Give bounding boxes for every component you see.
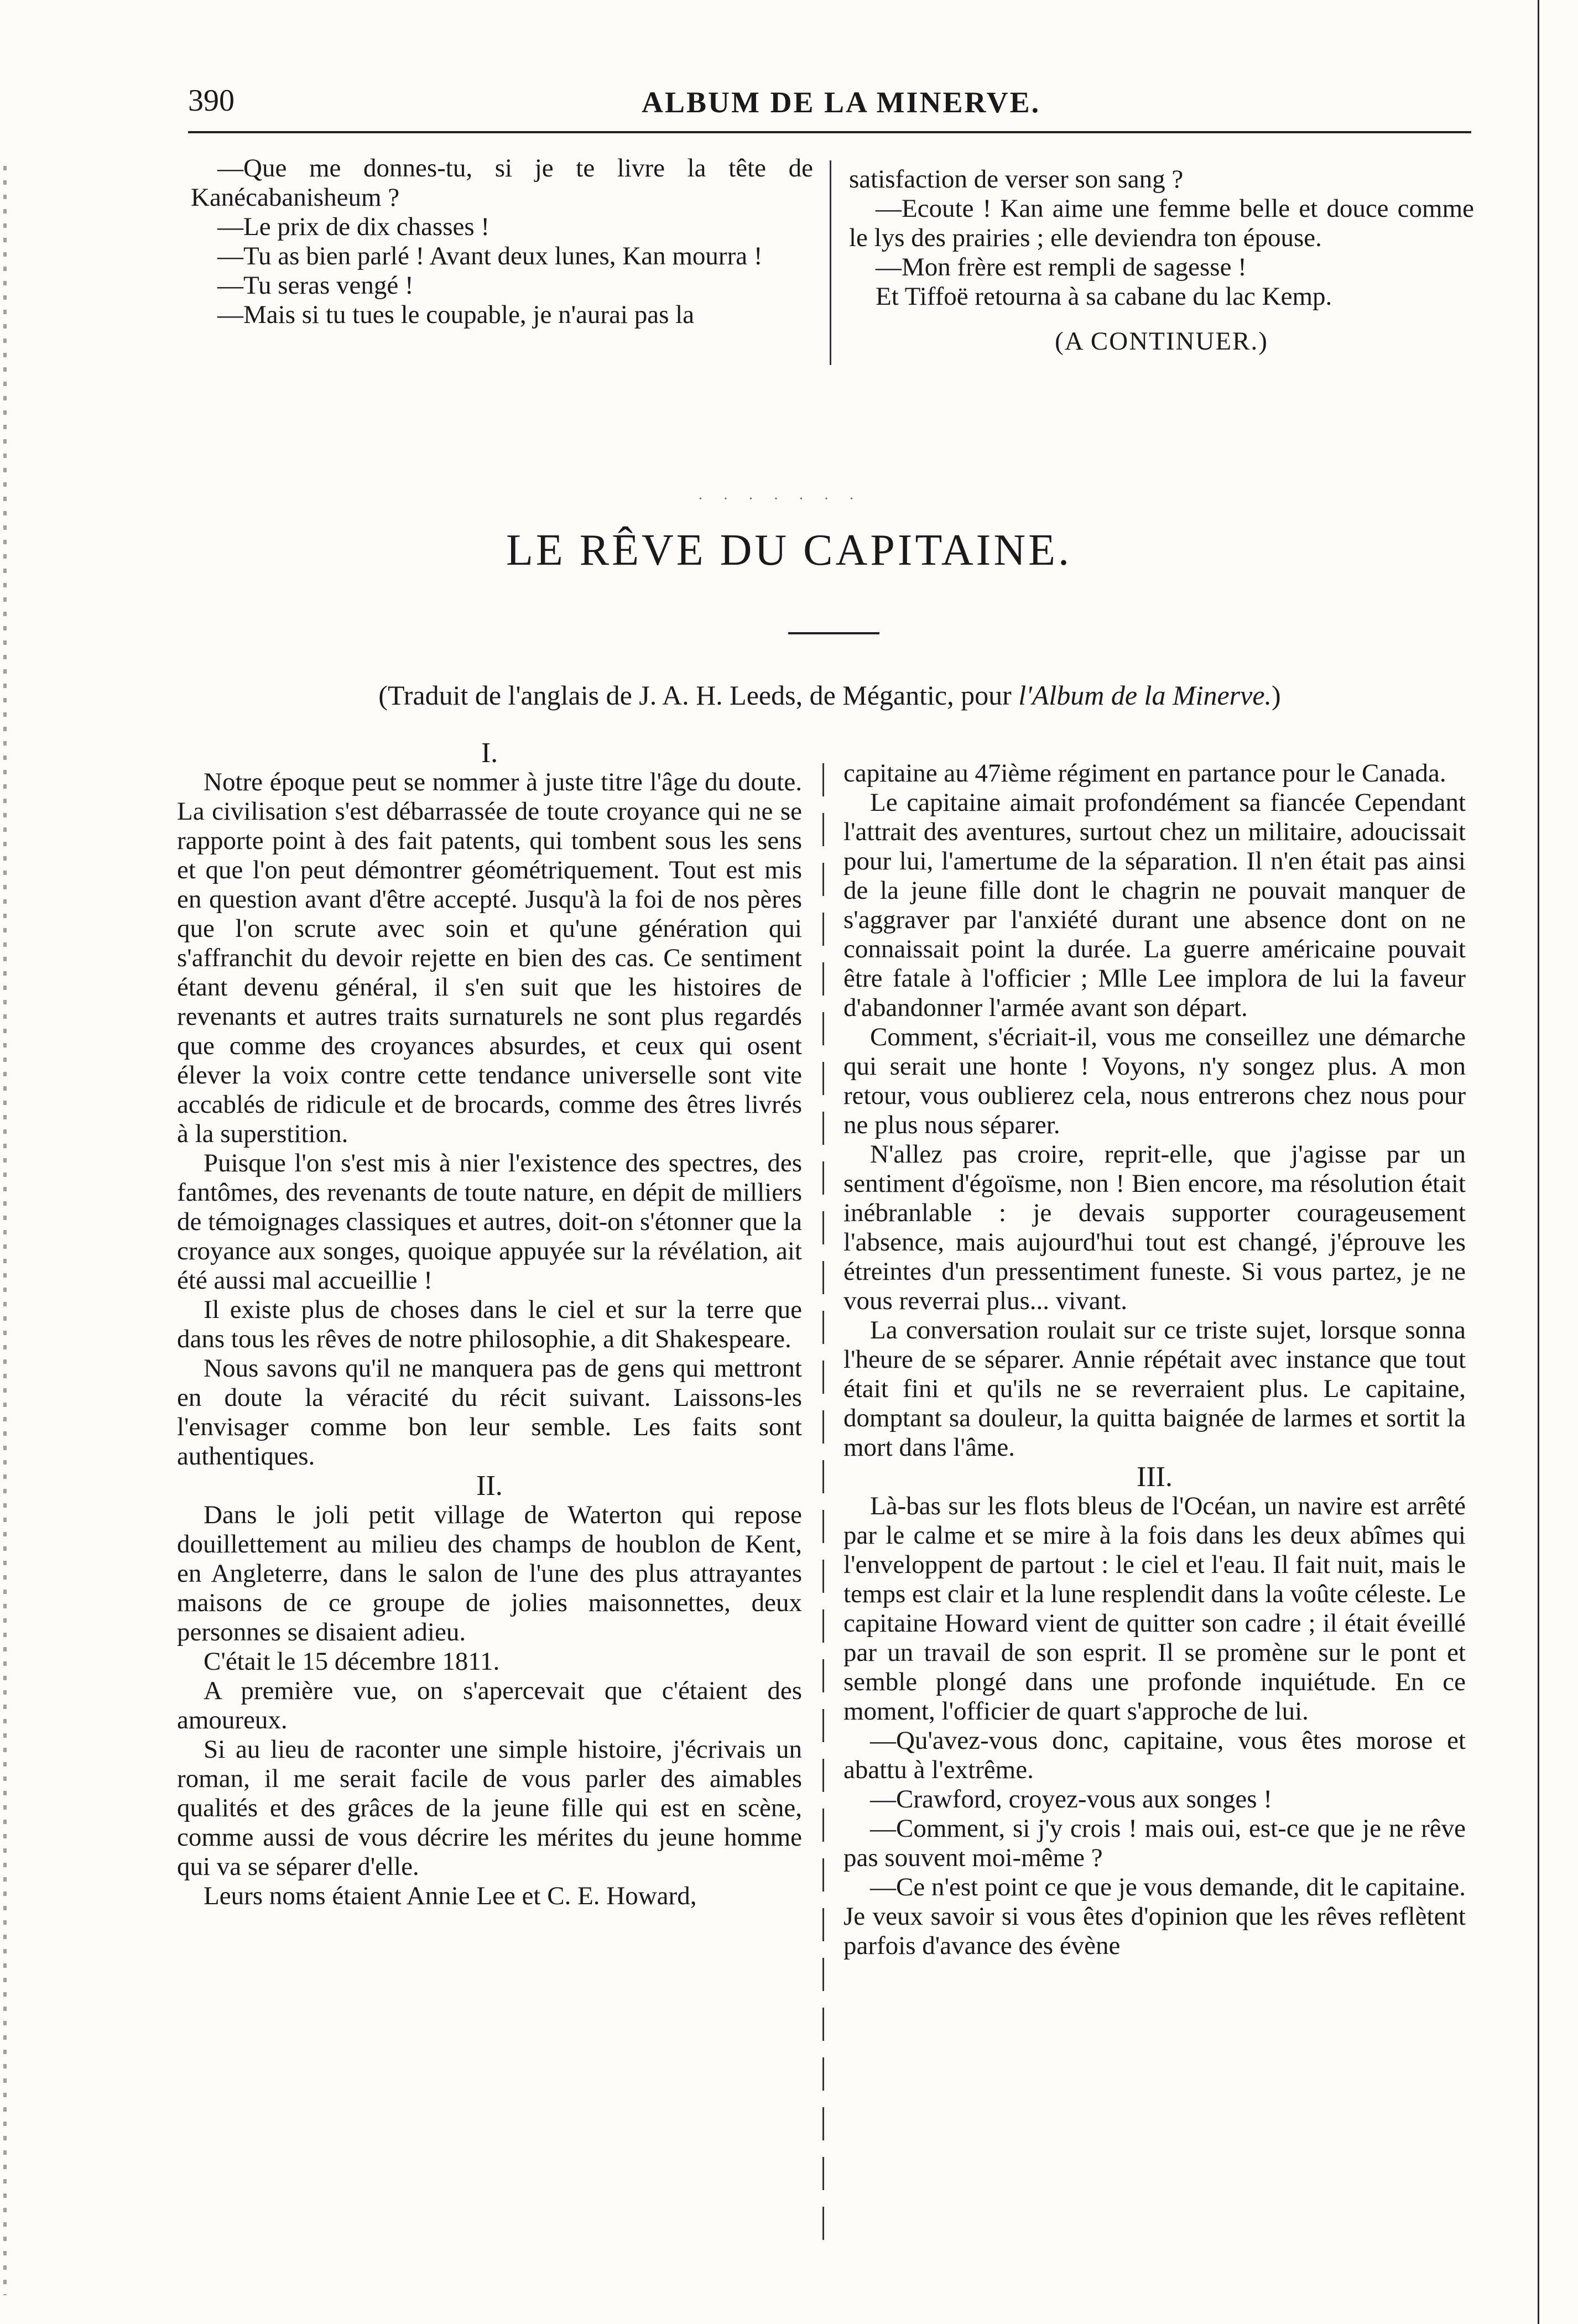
header-rule (188, 131, 1471, 133)
section-separator: · · · · · · · (697, 489, 862, 508)
body-paragraph: capitaine au 47ième régiment en partance pour le Canada. (843, 759, 1446, 788)
body-paragraph: Là-bas sur les flots bleus de l'Océan, un navire est arrêté par le calme et se mire à la fois dans les deux abîmes qui l'enveloppent de partout : le ciel et l'eau. Il fait nuit, mais le temps est clair et la lune resplendit dans la voûte céleste. Le capitaine Howard vient de quitter son cadre ; il était éveillé par un travail de son esprit. Il se promène sur le pont et semble plongé dans une profonde inquiétude. En ce moment, l'officier de quart s'approche de lui. (843, 1492, 1466, 1726)
article-left-column (177, 738, 802, 1911)
article-subtitle (188, 679, 1471, 711)
dialogue-paragraph: —Ecoute ! Kan aime une femme belle et douce comme le lys des prairies ; elle deviendra ton épouse. (849, 194, 1474, 252)
body-paragraph: La conversation roulait sur ce triste sujet, lorsque sonna l'heure de se séparer. Annie répétait avec instance que tout était fini et qu'ils ne se reverraient plus. Le capitaine, domptant sa douleur, la quitta baignée de larmes et sortit la mort dans l'âme. (843, 1316, 1466, 1462)
body-paragraph: —Crawford, croyez-vous aux songes ! (870, 1785, 1272, 1814)
body-paragraph: Il existe plus de choses dans le ciel et sur la terre que dans tous les rêves de notre philosophie, a dit Shakespeare. (177, 1295, 802, 1353)
column-divider (822, 763, 824, 2257)
body-paragraph: Si au lieu de raconter une simple histoire, j'écrivais un roman, il me serait facile de vous parler des aimables qualités et des grâces de la jeune fille qui est en scène, comme aussi de vous décrire les mérites du jeune homme qui va se séparer d'elle. (177, 1735, 802, 1881)
body-paragraph: Le capitaine aimait profondément sa fiancée Cependant l'attrait des aventures, surtout chez un militaire, adoucissait pour lui, l'amertume de la séparation. Il n'en était pas ainsi de la jeune fille dont le chagrin ne pouvait manquer de s'aggraver par l'anxiété durant une absence dont on ne connaissait point la durée. La guerre américaine pouvait être fatale à l'officier ; Mlle Lee implora de lui la faveur d'abandonner l'armée avant son départ. (843, 788, 1466, 1022)
page-header (188, 83, 1471, 122)
subtitle-publication: l'Album de la Minerve. (1018, 680, 1272, 711)
column-divider-top (830, 160, 831, 365)
body-paragraph: —Comment, si j'y crois ! mais oui, est-ce que je ne rêve pas souvent moi-même ? (843, 1814, 1466, 1872)
body-paragraph: Leurs noms étaient Annie Lee et C. E. Howard, (204, 1882, 697, 1910)
previous-article-left-column (191, 154, 813, 330)
page-right-edge (1538, 0, 1539, 2324)
body-paragraph: Puisque l'on s'est mis à nier l'existence des spectres, des fantômes, des revenants de toute nature, en dépit de milliers de témoignages classiques et autres, doit-on s'étonner que la croyance aux songes, quoique appuyée sur la révélation, ait été aussi mal accueillie ! (177, 1149, 802, 1295)
body-paragraph: Dans le joli petit village de Waterton qui repose douillettement au milieu des champs de houblon de Kent, en Angleterre, dans le salon de l'une des plus attrayantes maisons de ce groupe de jolies maisonnettes, deux personnes se disaient adieu. (177, 1500, 802, 1646)
section-heading: II. (476, 1470, 503, 1502)
body-paragraph: Notre époque peut se nommer à juste titre l'âge du doute. La civilisation s'est débarrassée de toute croyance qui ne se rapporte point à des fait patents, qui tombent sous les sens et que l'on peut démontrer géométriquement. Tout est mis en question avant d'être accepté. Jusqu'à la foi de nos pères que l'on scrute avec soin et qu'une génération qui s'affranchit du devoir rejette en bien des cas. Ce sentiment étant devenu général, il s'en suit que les histoires de revenants et autres traits surnaturels ne sont plus regardés que comme des croyances absurdes, et ceux qui osent élever la voix contre cette tendance universelle sont vite accablés de ridicule et de brocards, comme des êtres livrés à la superstition. (177, 768, 802, 1148)
body-paragraph: C'était le 15 décembre 1811. (204, 1647, 500, 1676)
body-paragraph: N'allez pas croire, reprit-elle, que j'agisse par un sentiment d'égoïsme, non ! Bien encore, ma résolution était inébranlable : je devais supporter courageusement l'absence, mais aujourd'hui tout est changé, j'éprouve les étreintes d'un pressentiment funeste. Si vous partez, je ne vous reverrai plus... vivant. (843, 1140, 1466, 1315)
section-heading: I. (481, 737, 498, 769)
body-paragraph: Comment, s'écriait-il, vous me conseillez une démarche qui serait une honte ! Voyons, n'y songez plus. A mon retour, vous oublierez cela, nous entrerons chez nous pour ne plus nous séparer. (843, 1023, 1466, 1139)
body-paragraph: Nous savons qu'il ne manquera pas de gens qui mettront en doute la véracité du récit suivant. Laissons-les l'envisager comme bon leur semble. Les faits sont authentiques. (177, 1354, 802, 1471)
running-title: ALBUM DE LA MINERVE. (642, 86, 1041, 119)
dialogue-paragraph: —Tu as bien parlé ! Avant deux lunes, Kan mourra ! (217, 242, 763, 270)
dialogue-paragraph: —Tu seras vengé ! (217, 271, 414, 300)
subtitle-text: (Traduit de l'anglais de J. A. H. Leeds, de Mégantic, pour (378, 680, 1019, 711)
body-paragraph: —Ce n'est point ce que je vous demande, dit le capitaine. Je veux savoir si vous êtes d'opinion que les rêves reflètent parfois d'avance des évène (843, 1873, 1466, 1960)
subtitle-close: ) (1272, 680, 1281, 711)
dialogue-paragraph: satisfaction de verser son sang ? (849, 165, 1184, 194)
page-number: 390 (188, 84, 235, 118)
article-right-column (843, 759, 1466, 1961)
title-rule (788, 632, 879, 634)
body-paragraph: A première vue, on s'apercevait que c'étaient des amoureux. (177, 1676, 802, 1734)
body-paragraph: —Qu'avez-vous donc, capitaine, vous êtes morose et abattu à l'extrême. (843, 1726, 1466, 1784)
previous-article-right-column (849, 165, 1474, 356)
page-binding-edge (3, 166, 7, 2295)
dialogue-paragraph: —Mon frère est rempli de sagesse ! (876, 253, 1247, 282)
dialogue-paragraph: Et Tiffoë retourna à sa cabane du lac Kemp. (876, 282, 1332, 311)
dialogue-paragraph: —Mais si tu tues le coupable, je n'aurai pas la (217, 300, 695, 329)
continuation-note: (A CONTINUER.) (1055, 327, 1268, 356)
section-heading: III. (1137, 1461, 1173, 1493)
dialogue-paragraph: —Le prix de dix chasses ! (217, 212, 490, 241)
dialogue-paragraph: —Que me donnes-tu, si je te livre la tête de Kanécabanisheum ? (191, 154, 813, 212)
article-title: LE RÊVE DU CAPITAINE. (506, 526, 1072, 575)
